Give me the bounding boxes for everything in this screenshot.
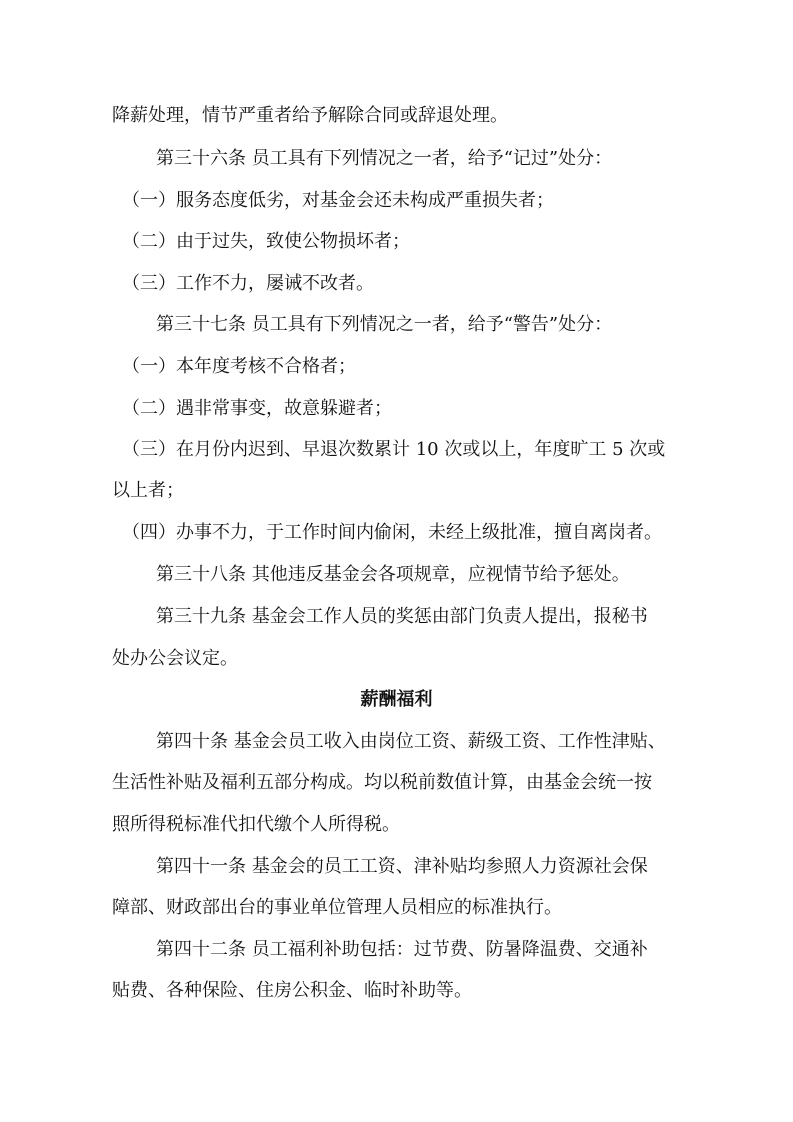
section-heading: 薪酬福利 bbox=[360, 689, 433, 710]
paragraph-line: 处办公会议定。 bbox=[112, 648, 238, 669]
article-39: 第三十九条 基金会工作人员的奖惩由部门负责人提出，报秘书 bbox=[156, 606, 648, 627]
article-36: 第三十六条 员工具有下列情况之一者，给予“记过”处分： bbox=[156, 148, 613, 169]
article-38: 第三十八条 其他违反基金会各项规章，应视情节给予惩处。 bbox=[156, 564, 630, 585]
paragraph-line: 生活性补贴及福利五部分构成。均以税前数值计算，由基金会统一按 bbox=[112, 772, 652, 793]
list-item: （二）遇非常事变，故意躲避者； bbox=[122, 398, 392, 419]
paragraph-line: 降薪处理，情节严重者给予解除合同或辞退处理。 bbox=[112, 105, 508, 126]
list-item: （一）服务态度低劣，对基金会还未构成严重损失者； bbox=[122, 190, 554, 211]
list-item: （二）由于过失，致使公物损坏者； bbox=[122, 231, 410, 252]
list-item: （四）办事不力，于工作时间内偷闲，未经上级批准，擅自离岗者。 bbox=[122, 522, 662, 543]
list-item: （三）工作不力，屡诫不改者。 bbox=[122, 273, 374, 294]
paragraph-line: 贴费、各种保险、住房公积金、临时补助等。 bbox=[112, 980, 472, 1001]
article-37: 第三十七条 员工具有下列情况之一者，给予“警告”处分： bbox=[156, 314, 613, 335]
article-41: 第四十一条 基金会的员工工资、津补贴均参照人力资源社会保 bbox=[156, 856, 648, 877]
article-42: 第四十二条 员工福利补助包括：过节费、防暑降温费、交通补 bbox=[156, 939, 648, 960]
paragraph-line: 照所得税标准代扣代缴个人所得税。 bbox=[112, 814, 400, 835]
list-item: （一）本年度考核不合格者； bbox=[122, 356, 356, 377]
list-item: （三）在月份内迟到、早退次数累计 10 次或以上，年度旷工 5 次或 bbox=[122, 439, 666, 460]
paragraph-line: 障部、财政部出台的事业单位管理人员相应的标准执行。 bbox=[112, 897, 562, 918]
paragraph-line: 以上者； bbox=[112, 480, 184, 501]
article-40: 第四十条 基金会员工收入由岗位工资、薪级工资、工作性津贴、 bbox=[156, 731, 666, 752]
